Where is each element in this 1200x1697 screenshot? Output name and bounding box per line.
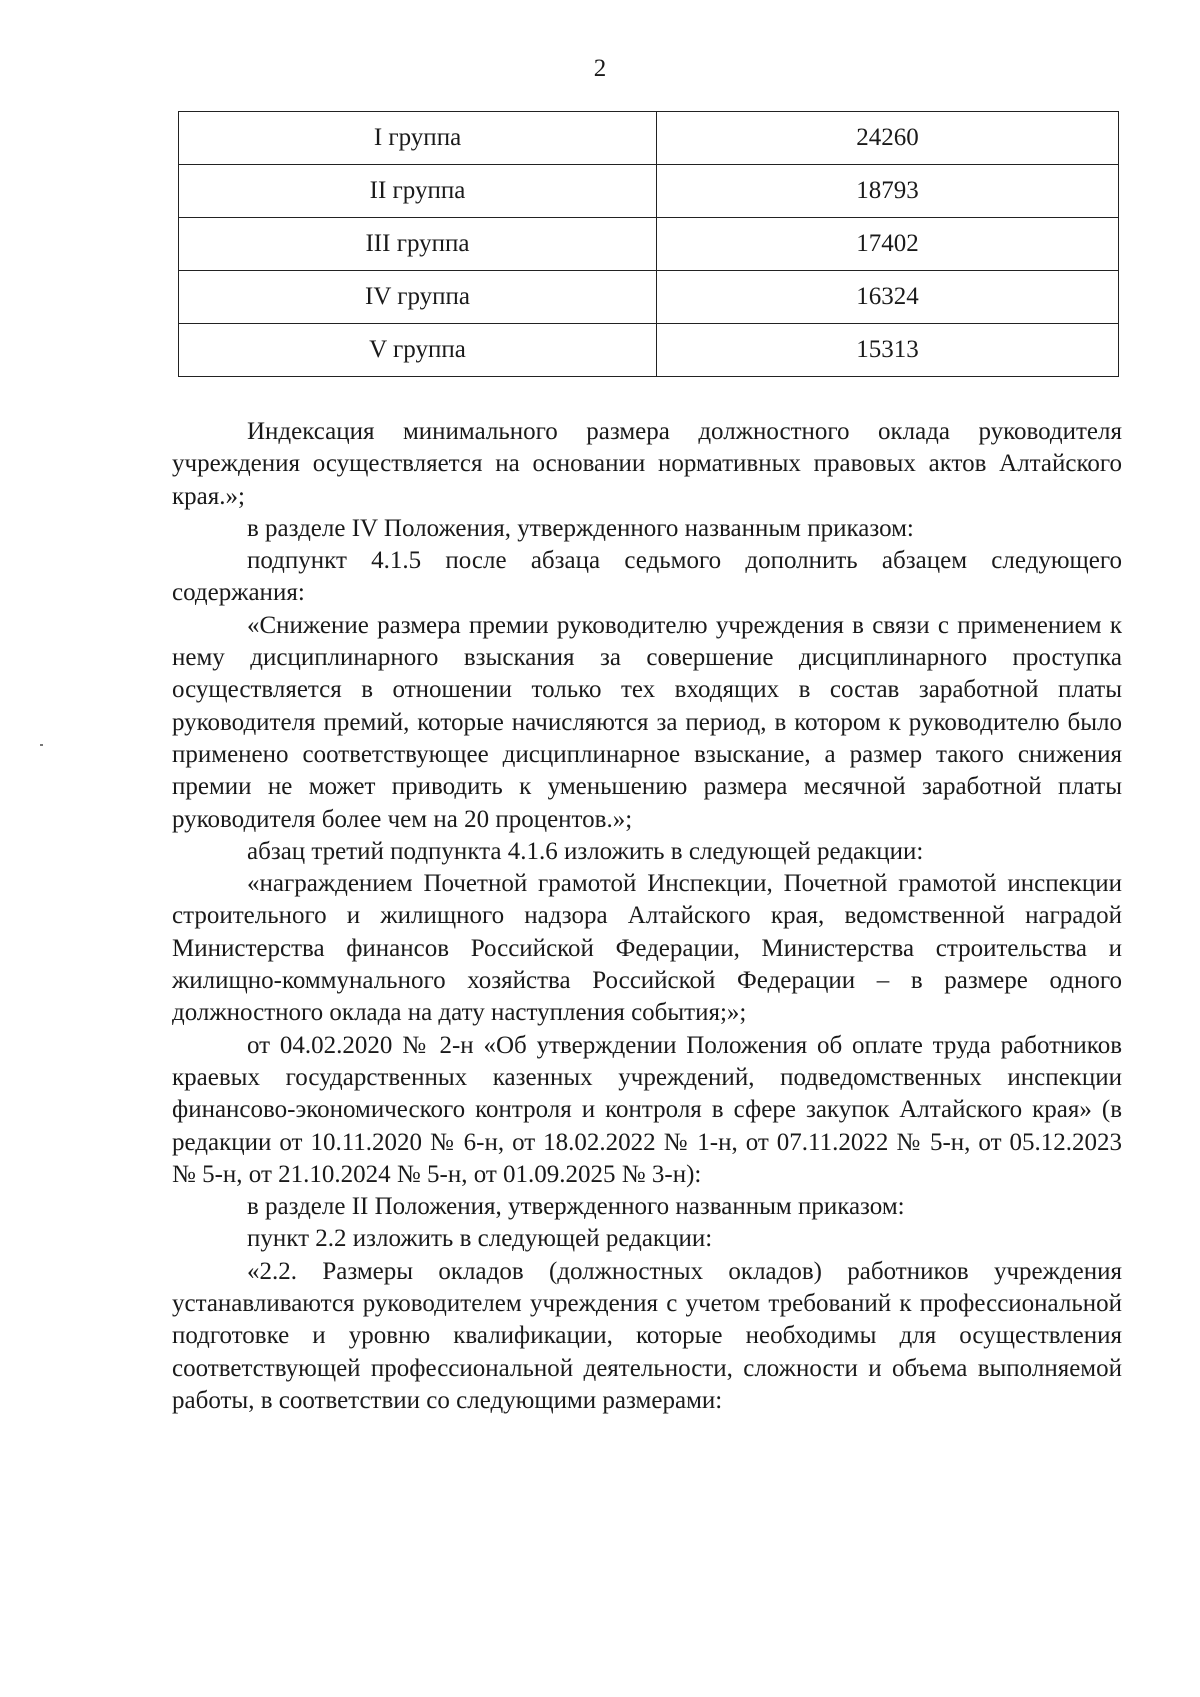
table-row: [179, 165, 1119, 218]
table-row: [179, 324, 1119, 377]
salary-groups-table: [178, 111, 1119, 377]
group-cell: II группа: [179, 165, 657, 218]
paragraph: «Снижение размера премии руководителю учреждения в связи с применением к нему дисциплинарного взыскания за совершение дисциплинарного проступка осуществляется в отношении только тех входящих в состав заработной платы руководителя премий, которые начисляются за период, в котором к руководителю было применено соответствующее дисциплинарное взыскание, а размер такого снижения премии не может приводить к уменьшению размера месячной заработной платы руководителя более чем на 20 процентов.»;: [172, 611, 1122, 833]
table-row: [179, 112, 1119, 165]
paragraph: «2.2. Размеры окладов (должностных окладов) работников учреждения устанавливаются руководителем учреждения с учетом требований к профессиональной подготовке и уровню квалификации, которые необходимы для осуществления соответствующей профессиональной деятельности, сложности и объема выполняемой работы, в соответствии со следующими размерами:: [172, 1257, 1122, 1414]
document-body: [172, 416, 1122, 1417]
page-number: 2: [593, 55, 607, 82]
group-cell: IV группа: [179, 271, 657, 324]
paragraph: от 04.02.2020 № 2-н «Об утверждении Положения об оплате труда работников краевых государственных казенных учреждений, подведомственных инспекции финансово-экономического контроля и контроля в сфере закупок Алтайского края» (в редакции от 10.11.2020 № 6-н, от 18.02.2022 № 1-н, от 07.11.2022 № 5-н, от 05.12.2023 № 5-н, от 21.10.2024 № 5-н, от 01.09.2025 № 3-н):: [172, 1031, 1122, 1188]
paragraph: в разделе IV Положения, утвержденного названным приказом:: [247, 514, 914, 542]
value-cell: 18793: [657, 165, 1119, 218]
paragraph: подпункт 4.1.5 после абзаца седьмого дополнить абзацем следующего содержания:: [172, 547, 1122, 607]
paragraph: Индексация минимального размера должностного оклада руководителя учреждения осуществляется на основании нормативных правовых актов Алтайского края.»;: [172, 418, 1122, 510]
table-row: [179, 271, 1119, 324]
paragraph: абзац третий подпункта 4.1.6 изложить в следующей редакции:: [247, 837, 924, 865]
group-cell: V группа: [179, 324, 657, 377]
value-cell: 24260: [657, 112, 1119, 165]
value-cell: 16324: [657, 271, 1119, 324]
value-cell: 15313: [657, 324, 1119, 377]
value-cell: 17402: [657, 218, 1119, 271]
group-cell: I группа: [179, 112, 657, 165]
group-cell: III группа: [179, 218, 657, 271]
scan-speck: [40, 744, 43, 746]
paragraph: «награждением Почетной грамотой Инспекции, Почетной грамотой инспекции строительного и жилищного надзора Алтайского края, ведомственной наградой Министерства финансов Российской Федерации, Министерства строительства и жилищно-коммунального хозяйства Российской Федерации – в размере одного должностного оклада на дату наступления события;»;: [172, 870, 1122, 1027]
paragraph: в разделе II Положения, утвержденного названным приказом:: [247, 1193, 905, 1221]
table-row: [179, 218, 1119, 271]
paragraph: пункт 2.2 изложить в следующей редакции:: [247, 1225, 713, 1253]
